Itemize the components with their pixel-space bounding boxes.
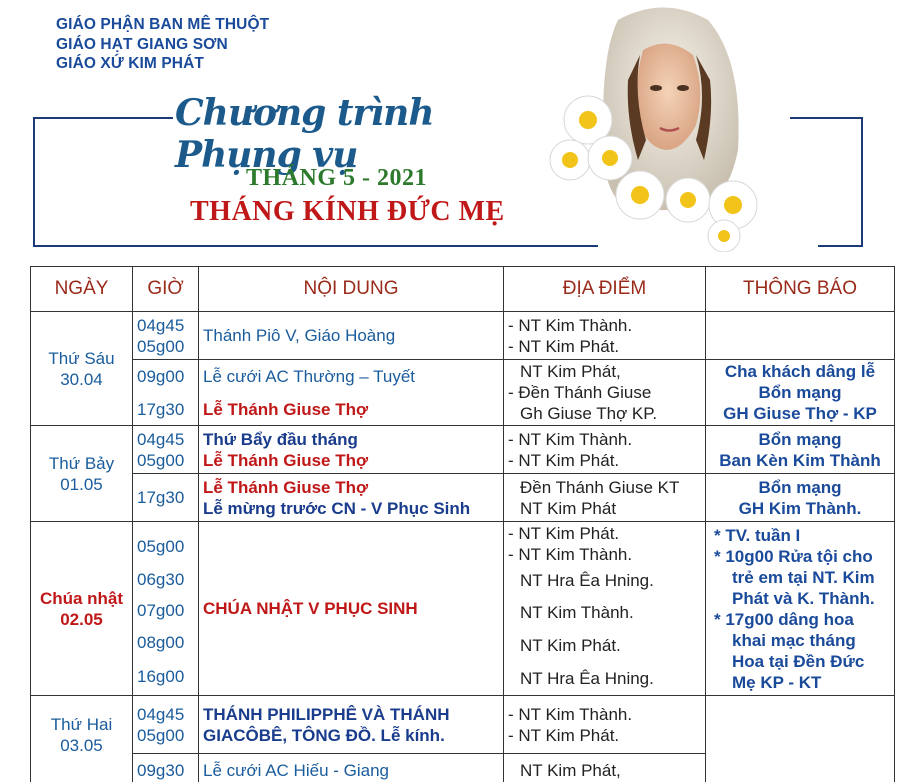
schedule-table xyxy=(30,266,895,782)
table-row xyxy=(31,696,895,754)
notice-cell xyxy=(706,312,895,360)
content-cell: Lễ cưới AC Thường – Tuyết Lễ Thánh Giuse Thợ xyxy=(199,360,504,426)
content-cell: Thánh Piô V, Giáo Hoàng xyxy=(199,312,504,360)
header-time: GIỜ xyxy=(133,267,199,312)
script-title: Chương trình Phụng vụ xyxy=(175,92,434,176)
content-cell: Thứ Bẩy đầu tháng Lễ Thánh Giuse Thợ xyxy=(199,426,504,474)
time-cell: 04g45 05g00 xyxy=(133,312,199,360)
header-content: NỘI DUNG xyxy=(199,267,504,312)
content-cell: THÁNH PHILIPPHÊ VÀ THÁNH GIACÔBÊ, TÔNG ĐỒ. Lễ kính. xyxy=(199,696,504,754)
table-row xyxy=(31,474,895,522)
header-notice: THÔNG BÁO xyxy=(706,267,895,312)
parish-header xyxy=(56,15,269,74)
day-cell-fri: Thứ Sáu 30.04 xyxy=(31,312,133,426)
notice-cell: Cha khách dâng lễ Bổn mạng GH Giuse Thợ - KP xyxy=(706,360,895,426)
time-cell: 04g45 05g00 xyxy=(133,696,199,754)
month-title: THÁNG 5 - 2021 xyxy=(246,165,427,191)
place-cell: - NT Kim Thành. - NT Kim Phát. xyxy=(504,426,706,474)
frame-top-left xyxy=(33,117,173,119)
header-place: ĐỊA ĐIỂM xyxy=(504,267,706,312)
deanery-line: GIÁO HẠT GIANG SƠN xyxy=(56,35,228,53)
day-cell-mon: Thứ Hai 03.05 xyxy=(31,696,133,782)
table-row xyxy=(31,360,895,426)
header-day: NGÀY xyxy=(31,267,133,312)
place-cell: NT Kim Phát, - Đền Thánh Giuse Gh Giuse Thợ KP. xyxy=(504,360,706,426)
place-cell: - NT Kim Thành. - NT Kim Phát. xyxy=(504,312,706,360)
parish-line: GIÁO XỨ KIM PHÁT xyxy=(56,55,204,72)
virgin-mary-image xyxy=(548,0,770,252)
notice-cell: * TV. tuần I * 10g00 Rửa tội cho trẻ em tại NT. Kim Phát và K. Thành. * 17g00 dâng hoa khai mạc tháng Hoa tại Đền Đức Mẹ KP - KT xyxy=(706,522,895,696)
time-cell: 17g30 xyxy=(133,474,199,522)
time-cell: 04g45 05g00 xyxy=(133,426,199,474)
time-cell: 05g00 06g30 07g00 08g00 16g00 xyxy=(133,522,199,696)
notice-cell: Bổn mạng GH Kim Thành. xyxy=(706,474,895,522)
place-cell: NT Kim Phát, xyxy=(504,754,706,782)
content-cell: CHÚA NHẬT V PHỤC SINH xyxy=(199,522,504,696)
schedule-table-wrap xyxy=(30,266,894,782)
subtitle: THÁNG KÍNH ĐỨC MẸ xyxy=(190,196,505,227)
place-cell: - NT Kim Thành. - NT Kim Phát. xyxy=(504,696,706,754)
day-cell-sat: Thứ Bảy 01.05 xyxy=(31,426,133,522)
time-cell: 09g00 17g30 xyxy=(133,360,199,426)
notice-cell: Bổn mạng Ban Kèn Kim Thành xyxy=(706,426,895,474)
table-header-row xyxy=(31,267,895,312)
notice-cell xyxy=(706,696,895,782)
place-cell: - NT Kim Phát. - NT Kim Thành. NT Hra Êa Hning. NT Kim Thành. NT Kim Phát. NT Hra Êa Hning. xyxy=(504,522,706,696)
table-row xyxy=(31,426,895,474)
diocese-line: GIÁO PHẬN BAN MÊ THUỘT xyxy=(56,16,270,33)
table-row xyxy=(31,522,895,696)
content-cell: Lễ cưới AC Hiếu - Giang xyxy=(199,754,504,782)
frame-top-right xyxy=(790,117,863,119)
place-cell: Đền Thánh Giuse KT NT Kim Phát xyxy=(504,474,706,522)
table-row xyxy=(31,312,895,360)
day-cell-sun: Chúa nhật 02.05 xyxy=(31,522,133,696)
time-cell: 09g30 xyxy=(133,754,199,782)
content-cell: Lễ Thánh Giuse Thợ Lễ mừng trước CN - V Phục Sinh xyxy=(199,474,504,522)
